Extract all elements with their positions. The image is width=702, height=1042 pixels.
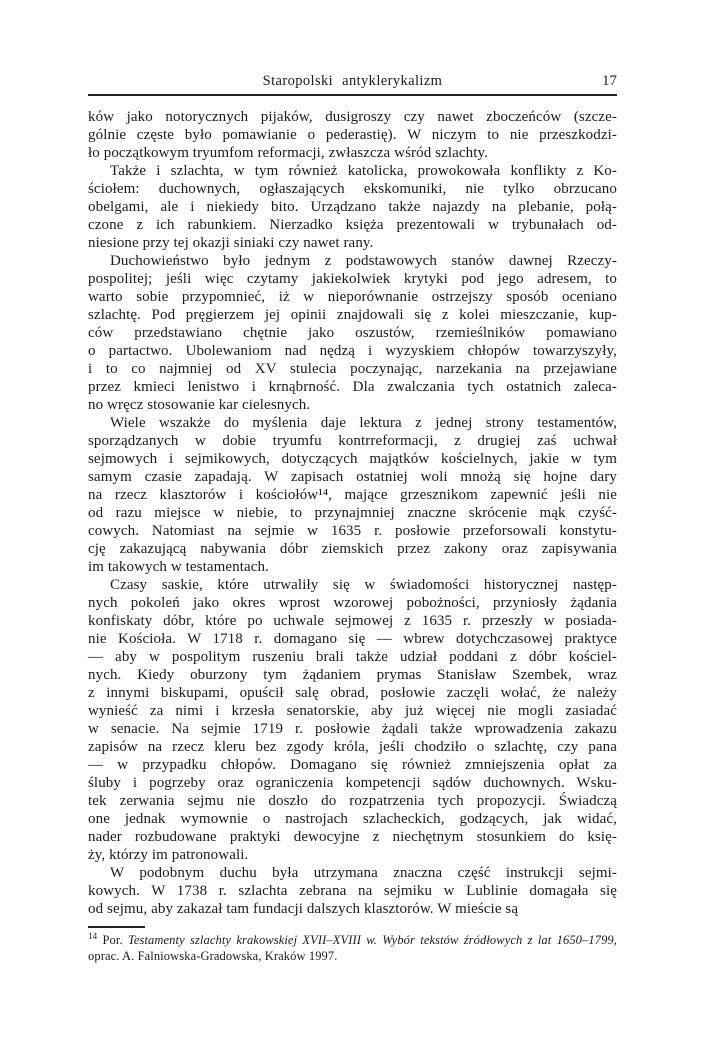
footnote-marker: 14 — [88, 930, 98, 941]
running-title: Staropolski antyklerykalizm — [262, 73, 443, 89]
text-line: od sejmu, aby zakazał tam fundacji dalszych klasztorów. W mieście są — [88, 901, 519, 917]
page-number: 17 — [602, 73, 617, 89]
text-line: obelgami, ale i niekiedy bito. Urządzano także najazdy na plebanie, połą- — [88, 199, 617, 215]
text-line: cowych. Natomiast na sejmie w 1635 r. posłowie przeforsowali konstytu- — [88, 523, 617, 539]
text-line: gólnie częste było pomawianie o pederastię). W niczym to nie przeszkodzi- — [88, 127, 617, 143]
footnote-segment: Testamenty szlachty krakowskiej XVII–XVIII w. Wybór tekstów źródłowych z lat 1650–1799 — [127, 933, 614, 947]
text-line: konfiskaty dóbr, które po uchwale sejmowej z 1635 r. przeszły w posiada- — [88, 613, 617, 629]
text-line: W podobnym duchu była utrzymana znaczna część instrukcji sejmi- — [110, 865, 617, 881]
footnote-separator — [88, 926, 145, 928]
text-block — [88, 72, 617, 964]
paragraph — [88, 108, 617, 162]
text-line: warto sobie przypomnieć, iż w nieporównanie ostrzejszy sposób oceniano — [88, 289, 617, 305]
header-rule — [88, 94, 617, 96]
paragraph — [88, 162, 617, 252]
text-line: ków jako notorycznych pijaków, dusigroszy czy nawet zboczeńców (szcze- — [88, 109, 617, 125]
text-line: w senacie. Na sejmie 1719 r. posłowie żądali także wprowadzenia zakazu — [88, 721, 617, 737]
text-line: Wiele wszakże do myślenia daje lektura z jednej strony testamentów, — [110, 415, 617, 431]
text-line: Czasy saskie, które utrwaliły się w świadomości historycznej następ- — [110, 577, 617, 593]
text-line: i to co najmniej od XV stulecia poczynając, narzekania na przejawiane — [88, 361, 617, 377]
text-line: no wręcz stosowanie kar cielesnych. — [88, 397, 311, 413]
paragraph — [88, 414, 617, 576]
text-line: kowych. W 1738 r. szlachta zebrana na sejmiku w Lublinie domagała się — [88, 883, 617, 899]
text-line: z innymi biskupami, opuścił salę obrad, posłowie zaczęli wołać, że należy — [88, 685, 617, 701]
footnote — [88, 932, 617, 964]
text-line: one jednak wymownie o nastrojach szlacheckich, godzących, jak widać, — [88, 811, 617, 827]
paragraph — [88, 576, 617, 864]
text-line: nader rozbudowane praktyki dewocyjne z niechętnym stosunkiem do księ- — [88, 829, 617, 845]
text-line: pospolitej; jeśli więc czytamy jakiekolwiek krytyki pod jego adresem, to — [88, 271, 617, 287]
text-line: nych pokoleń jako okres wprost wzorowej pobożności, przyniosły żądania — [88, 595, 617, 611]
text-line: czone z ich rabunkiem. Nierzadko księża prezentowali w trybunałach od- — [88, 217, 617, 233]
text-line: przez kmieci lenistwo i krnąbrność. Dla zwalczania tych ostatnich zaleca- — [88, 379, 617, 395]
text-line: od razu miejsce w niebie, to przynajmniej znaczne skrócenie mąk czyść- — [88, 505, 617, 521]
text-line: Duchowieństwo było jednym z podstawowych stanów dawnej Rzeczy- — [110, 253, 617, 269]
text-line: cję zakazującą nabywania dóbr ziemskich przez zakony oraz zapisywania — [88, 541, 617, 557]
text-line: tek zerwania sejmu nie doszło do rozpatrzenia tych propozycji. Świadczą — [88, 793, 617, 809]
running-header — [88, 72, 617, 91]
text-line: ców przedstawiano chętnie jako oszustów, rzemieślników pomawiano — [88, 325, 617, 341]
text-line: — w przypadku chłopów. Domagano się również zmniejszenia opłat za — [88, 757, 617, 773]
text-line: niesione przy tej okazji siniaki czy nawet rany. — [88, 235, 374, 251]
text-line: na rzecz klasztorów i kościołów¹⁴, mające grzesznikom zapewnić jeśli nie — [88, 487, 617, 503]
paragraph — [88, 252, 617, 414]
text-line: im takowych w testamentach. — [88, 559, 269, 575]
text-line: sporządzanych w dobie tryumfu kontrreformacji, z drugiej zaś uchwał — [88, 433, 617, 449]
text-line: Także i szlachta, w tym również katolicka, prowokowała konflikty z Ko- — [110, 163, 617, 179]
body-text — [88, 108, 617, 918]
text-line: ży, którzy im patronowali. — [88, 847, 249, 863]
text-line: śluby i pogrzeby oraz ograniczenia kompetencji sądów duchownych. Wsku- — [88, 775, 617, 791]
text-line: o partactwo. Ubolewaniom nad nędzą i wyzyskiem chłopów towarzyszyły, — [88, 343, 617, 359]
text-line: szlachtę. Pod pręgierzem jej opinii znajdowali się z kolei mieszczanie, kup- — [88, 307, 617, 323]
paragraph — [88, 864, 617, 918]
footnote-segment: Por. — [97, 933, 128, 947]
text-line: ło początkowym tryumfom reformacji, zwłaszcza wśród szlachty. — [88, 145, 488, 161]
text-line: ściołem: duchownych, ogłaszających ekskomuniki, nie tylko obrzucano — [88, 181, 617, 197]
text-line: wynieść za nimi i krzesła senatorskie, aby już więcej nie mogli zasiadać — [88, 703, 617, 719]
text-line: nych. Kiedy oburzony tym żądaniem prymas Stanisław Szembek, wraz — [88, 667, 617, 683]
text-line: samym czasie zapadają. W zapisach ostatniej woli mnożą się hojne dary — [88, 469, 617, 485]
text-line: zapisów na rzecz kleru bez zgody króla, jeśli chodziło o szlachtę, czy pana — [88, 739, 617, 755]
text-line: nie Kościoła. W 1718 r. domagano się — wbrew dotychczasowej praktyce — [88, 631, 617, 647]
text-line: sejmowych i sejmikowych, dotyczących majątków kościelnych, jakie w tym — [88, 451, 617, 467]
text-line: — aby w pospolitym ruszeniu brali także udział poddani z dóbr kościel- — [88, 649, 617, 665]
footnote-segment: , oprac. A. Falniowska-Gradowska, Kraków 1997. — [88, 933, 617, 963]
